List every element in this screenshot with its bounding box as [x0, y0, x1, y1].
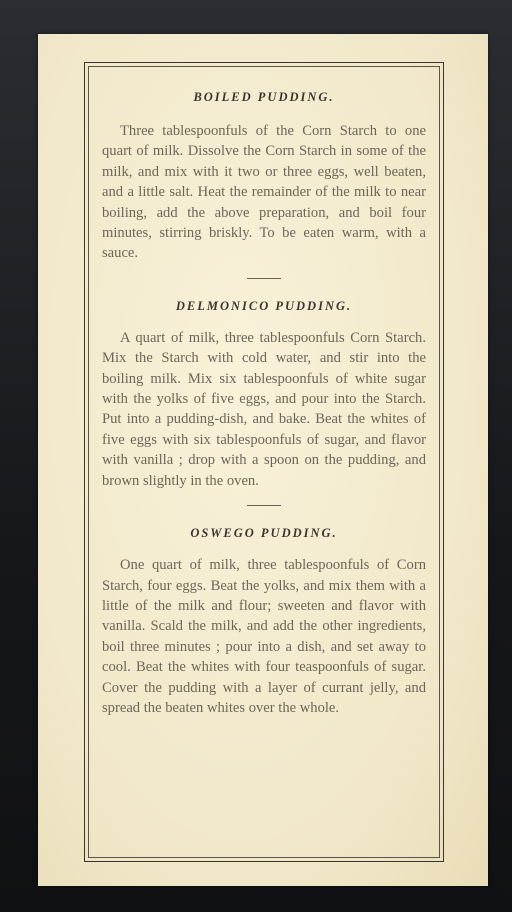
recipe-text-delmonico-pudding: A quart of milk, three tablespoonfuls Corn Starch. Mix the Starch with cold water, and stir into the boiling milk. Mix six tablespoonfuls of white sugar with the yolks of five eggs, and pour into the Starch. Put into a pudding-dish, and bake. Beat the whites of five eggs with six tablespoonfuls of sugar, and flavor with vanilla ; drop with a spoon on the pudding, and brown slightly in the oven. — [102, 329, 426, 489]
recipe-column — [102, 84, 426, 718]
section-divider — [247, 278, 281, 279]
paper-sheet — [38, 34, 488, 886]
recipe-title-boiled-pudding: BOILED PUDDING. — [193, 90, 335, 104]
recipe-text-boiled-pudding: Three tablespoonfuls of the Corn Starch to one quart of milk. Dissolve the Corn Starch in some of the milk, and mix with it two or three eggs, well beaten, and a little salt. Heat the remainder of the milk to near boiling, add the above preparation, and boil four minutes, stirring briskly. To be eaten warm, with a sauce. — [102, 123, 426, 262]
recipe-title-delmonico-pudding: DELMONICO PUDDING. — [175, 298, 353, 313]
section-divider — [247, 505, 281, 506]
recipe-text-oswego-pudding: One quart of milk, three tablespoonfuls of Corn Starch, four eggs. Beat the yolks, and mix them with a little of the milk and flour; sweeten and flavor with vanilla. Scald the milk, and add the other ingredients, boil three minutes ; pour into a dish, and set away to cool. Beat the whites with four teaspoonfuls of sugar. Cover the pudding with a layer of currant jelly, and spread the beaten whites over the whole. — [102, 557, 426, 716]
recipe-title-oswego-pudding: OSWEGO PUDDING. — [190, 526, 338, 541]
